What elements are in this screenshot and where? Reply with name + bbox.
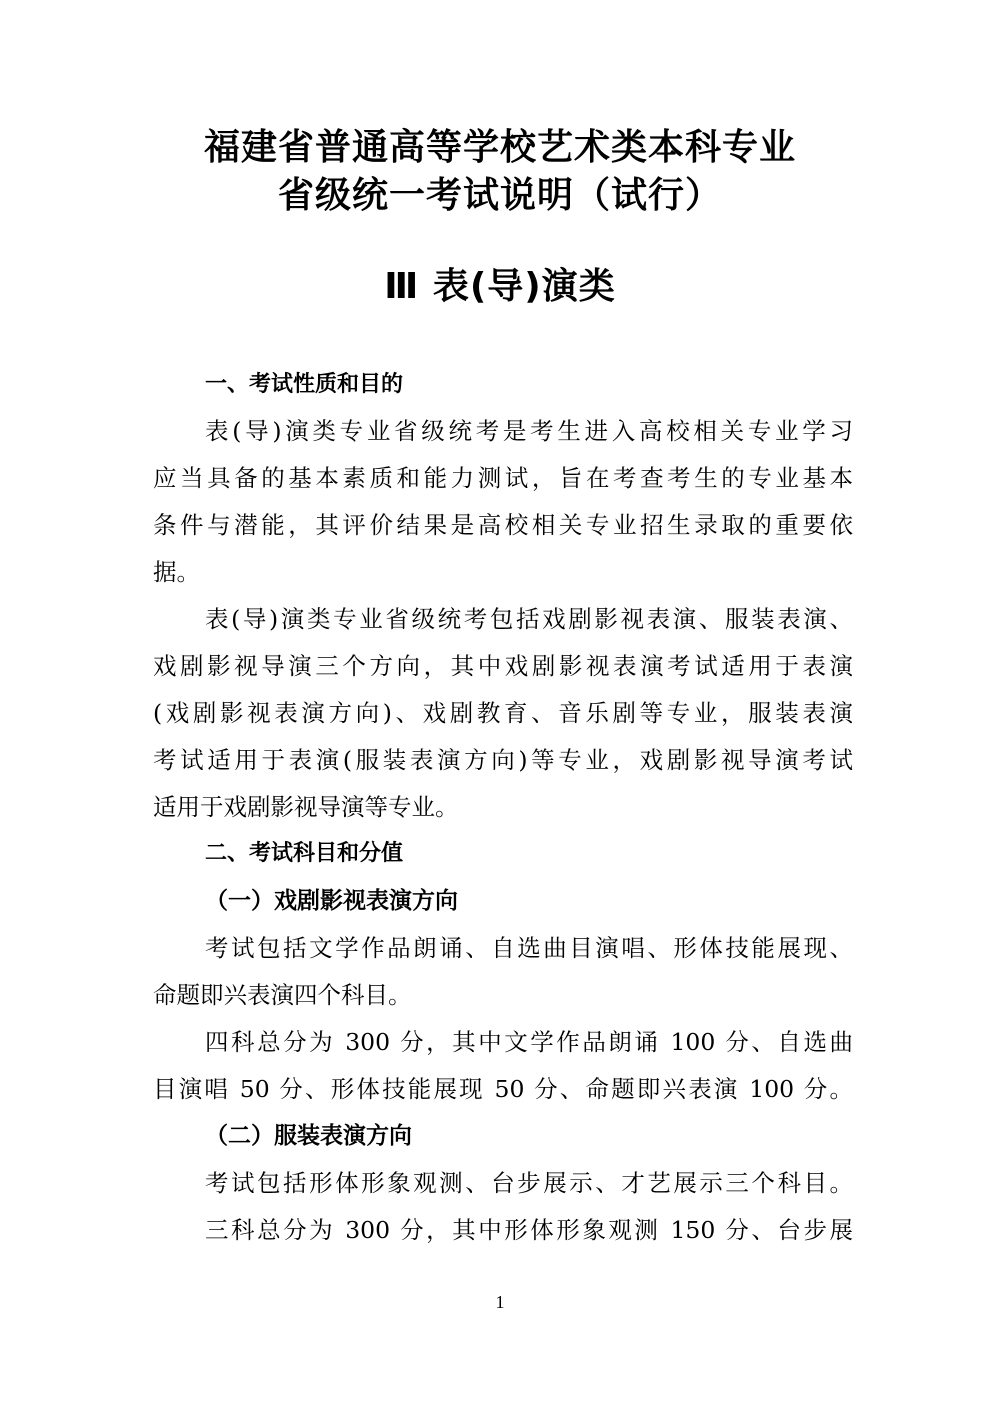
paragraph-line: 目演唱 50 分、形体技能展现 50 分、命题即兴表演 100 分。 bbox=[153, 1075, 853, 1103]
paragraph-line: 考试适用于表演(服装表演方向)等专业，戏剧影视导演考试 bbox=[153, 746, 853, 774]
document-title-line-2: 省级统一考试说明（试行） bbox=[277, 175, 722, 216]
heading-exam-nature: 一、考试性质和目的 bbox=[205, 372, 404, 397]
paragraph-line: 表(导)演类专业省级统考包括戏剧影视表演、服装表演、 bbox=[205, 605, 853, 633]
paragraph-line: 表(导)演类专业省级统考是考生进入高校相关专业学习 bbox=[205, 417, 853, 445]
paragraph-line: 命题即兴表演四个科目。 bbox=[153, 981, 412, 1009]
paragraph-line: 四科总分为 300 分，其中文学作品朗诵 100 分、自选曲 bbox=[205, 1028, 853, 1056]
paragraph-line: 应当具备的基本素质和能力测试，旨在考查考生的专业基本 bbox=[153, 464, 853, 492]
section-title: Ⅲ 表(导)演类 bbox=[384, 266, 616, 307]
paragraph-line: 三科总分为 300 分，其中形体形象观测 150 分、台步展 bbox=[205, 1216, 853, 1244]
paragraph-line: 适用于戏剧影视导演等专业。 bbox=[153, 793, 459, 821]
subheading-drama-performance: （一）戏剧影视表演方向 bbox=[205, 887, 458, 914]
paragraph-line: 考试包括文学作品朗诵、自选曲目演唱、形体技能展现、 bbox=[205, 934, 853, 962]
paragraph-line: 条件与潜能，其评价结果是高校相关专业招生录取的重要依 bbox=[153, 511, 853, 539]
document-title-line-1: 福建省普通高等学校艺术类本科专业 bbox=[203, 127, 796, 168]
paragraph-line: (戏剧影视表演方向)、戏剧教育、音乐剧等专业，服装表演 bbox=[153, 699, 853, 727]
page-number: 1 bbox=[495, 1292, 505, 1312]
subheading-fashion-performance: （二）服装表演方向 bbox=[205, 1122, 412, 1149]
heading-exam-subjects: 二、考试科目和分值 bbox=[205, 841, 404, 866]
paragraph-line: 考试包括形体形象观测、台步展示、才艺展示三个科目。 bbox=[205, 1169, 853, 1197]
paragraph-line: 据。 bbox=[153, 558, 200, 586]
paragraph-line: 戏剧影视导演三个方向，其中戏剧影视表演考试适用于表演 bbox=[153, 652, 853, 680]
